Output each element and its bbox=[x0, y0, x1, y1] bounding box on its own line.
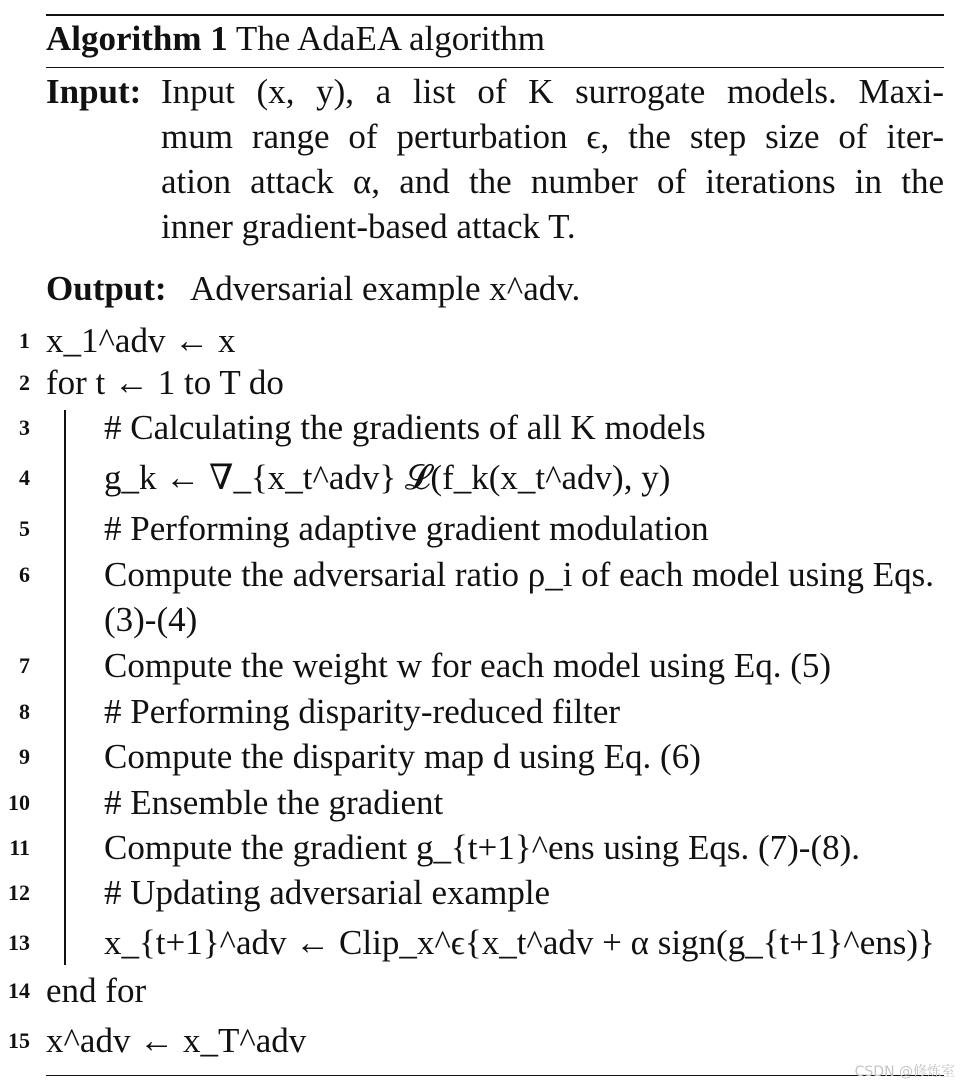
algorithm-line: for t ← 1 to T do bbox=[46, 363, 284, 402]
algorithm-line: x_1^adv ← x bbox=[46, 321, 236, 360]
algorithm-line: # Calculating the gradients of all K models bbox=[104, 408, 706, 447]
line-number: 15 bbox=[8, 1028, 30, 1053]
line-number: 6 bbox=[19, 562, 30, 587]
line-number: 11 bbox=[9, 835, 30, 860]
line-number: 5 bbox=[19, 516, 30, 541]
line-number: 10 bbox=[8, 790, 30, 815]
output-text: Adversarial example x^adv. bbox=[190, 269, 581, 308]
algorithm-label: Algorithm 1 bbox=[46, 19, 228, 58]
algorithm-line: Compute the gradient g_{t+1}^ens using Eqs. (7)-(8). bbox=[104, 828, 861, 867]
line-number: 7 bbox=[19, 653, 30, 678]
line-number: 4 bbox=[19, 465, 30, 490]
watermark: CSDN @修炼室 bbox=[854, 1064, 955, 1080]
algorithm-title: The AdaEA algorithm bbox=[235, 19, 546, 58]
algorithm-line: # Ensemble the gradient bbox=[104, 783, 444, 822]
line-number: 2 bbox=[19, 370, 30, 395]
algorithm-line: x_{t+1}^adv ← Clip_x^ϵ{x_t^adv + α sign(g_{t+1}^ens)} bbox=[104, 923, 935, 962]
top-rule bbox=[46, 14, 944, 16]
line-number: 13 bbox=[8, 930, 30, 955]
input-line-1: Input (x, y), a list of K surrogate models. Maxi- bbox=[161, 72, 944, 111]
loop-body-bar bbox=[64, 410, 66, 965]
algorithm-line: # Updating adversarial example bbox=[104, 873, 551, 912]
line-number: 12 bbox=[8, 880, 30, 905]
algorithm-header bbox=[46, 17, 545, 61]
algorithm-line: end for bbox=[46, 971, 147, 1010]
algorithm-line: Compute the adversarial ratio ρ_i of each model using Eqs. (3)-(4) bbox=[104, 555, 935, 639]
line-number: 3 bbox=[19, 415, 30, 440]
line-number: 14 bbox=[8, 978, 30, 1003]
line-number: 9 bbox=[19, 744, 30, 769]
line-number: 8 bbox=[19, 699, 30, 724]
algorithm-line: # Performing disparity-reduced filter bbox=[104, 692, 621, 731]
line-number: 1 bbox=[19, 328, 30, 353]
bottom-rule bbox=[46, 1075, 944, 1076]
input-line-2: mum range of perturbation ϵ, the step size of iter- bbox=[161, 117, 944, 156]
input-line-4: inner gradient-based attack T. bbox=[161, 207, 576, 246]
algorithm-line: x^adv ← x_T^adv bbox=[46, 1021, 307, 1060]
algorithm-line: g_k ← ∇_{x_t^adv} 𝓛(f_k(x_t^adv), y) bbox=[104, 458, 671, 497]
algorithm-line: Compute the disparity map d using Eq. (6) bbox=[104, 737, 701, 776]
input-line-3: ation attack α, and the number of iterations in the bbox=[161, 162, 944, 201]
algorithm-line: # Performing adaptive gradient modulation bbox=[104, 509, 709, 548]
output-label: Output: bbox=[46, 269, 167, 308]
header-rule bbox=[46, 67, 944, 68]
input-label: Input: bbox=[46, 72, 142, 111]
algorithm-line: Compute the weight w for each model using Eq. (5) bbox=[104, 646, 832, 685]
